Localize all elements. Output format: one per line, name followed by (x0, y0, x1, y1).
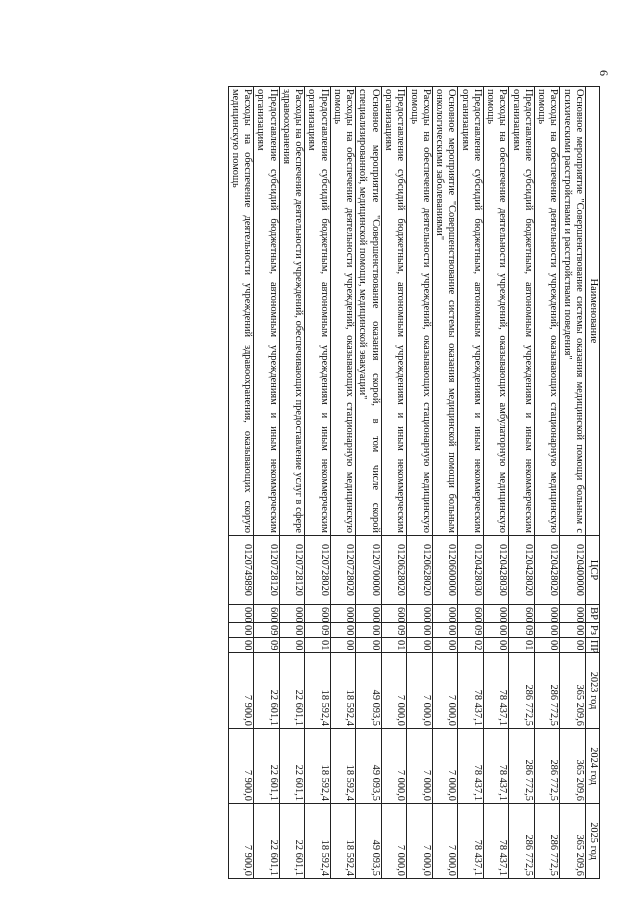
row-rz: 09 (458, 623, 484, 638)
row-csr: 0120628020 (381, 536, 407, 605)
row-value-2024: 7 000,0 (432, 729, 458, 804)
row-value-2023: 22 601,1 (279, 653, 305, 729)
header-vr: ВР (586, 605, 600, 623)
row-value-2023: 286 772,5 (534, 653, 560, 729)
table-row (483, 87, 509, 879)
row-value-2024: 78 437,1 (483, 729, 509, 804)
row-value-2024: 22 601,1 (254, 729, 280, 804)
table-row (534, 87, 560, 879)
row-value-2023: 49 093,5 (356, 653, 382, 729)
row-rz: 00 (407, 623, 433, 638)
row-name: Расходы на обеспечение деятельности учреждений, оказывающих стационарную медицинскую помощь (534, 87, 560, 536)
row-name: Основное мероприятие "Совершенствование системы оказания медицинской помощи больным онкологическими заболеваниями" (432, 87, 458, 536)
row-value-2023: 7 000,0 (407, 653, 433, 729)
row-name: Расходы на обеспечение деятельности учреждений, обеспечивающих предоставление услуг в сфере здравоохранения (279, 87, 305, 536)
row-name: Предоставление субсидий бюджетным, автономным учреждениям и иным некоммерческим организациям (305, 87, 331, 536)
header-pr: ПР (586, 638, 600, 653)
table-row (305, 87, 331, 879)
row-rz: 00 (228, 623, 254, 638)
row-name: Предоставление субсидий бюджетным, автономным учреждениям и иным некоммерческим организациям (381, 87, 407, 536)
table-row (356, 87, 382, 879)
row-pr: 09 (254, 638, 280, 653)
row-csr: 0120428030 (458, 536, 484, 605)
row-value-2023: 7 900,0 (228, 653, 254, 729)
row-pr: 01 (509, 638, 535, 653)
header-name: Наименование (586, 87, 600, 536)
budget-table (228, 86, 600, 879)
table-row (560, 87, 586, 879)
row-value-2024: 49 093,5 (356, 729, 382, 804)
row-value-2023: 286 772,5 (509, 653, 535, 729)
row-value-2025: 22 601,1 (254, 804, 280, 879)
row-pr: 00 (560, 638, 586, 653)
row-vr: 600 (509, 605, 535, 623)
row-value-2024: 286 772,5 (534, 729, 560, 804)
row-value-2025: 49 093,5 (356, 804, 382, 879)
row-csr: 0120728020 (305, 536, 331, 605)
row-vr: 000 (356, 605, 382, 623)
header-csr: ЦСР (586, 536, 600, 605)
row-vr: 000 (330, 605, 356, 623)
page-number: 6 (597, 70, 611, 76)
row-value-2025: 22 601,1 (279, 804, 305, 879)
row-value-2025: 7 000,0 (381, 804, 407, 879)
row-vr: 600 (458, 605, 484, 623)
table-row (432, 87, 458, 879)
row-csr: 0120700000 (356, 536, 382, 605)
row-csr: 0120428030 (483, 536, 509, 605)
row-csr: 0120728120 (279, 536, 305, 605)
row-value-2025: 78 437,1 (483, 804, 509, 879)
row-value-2025: 7 000,0 (407, 804, 433, 879)
row-rz: 00 (432, 623, 458, 638)
row-value-2023: 7 000,0 (432, 653, 458, 729)
row-rz: 09 (509, 623, 535, 638)
row-value-2025: 286 772,5 (534, 804, 560, 879)
row-rz: 00 (534, 623, 560, 638)
row-value-2024: 18 592,4 (330, 729, 356, 804)
row-value-2023: 18 592,4 (305, 653, 331, 729)
table-row (381, 87, 407, 879)
row-name: Предоставление субсидий бюджетным, автономным учреждениям и иным некоммерческим организациям (509, 87, 535, 536)
row-rz: 00 (356, 623, 382, 638)
table-row (458, 87, 484, 879)
table-header-row (586, 87, 600, 879)
row-value-2024: 7 900,0 (228, 729, 254, 804)
table-row (279, 87, 305, 879)
row-value-2023: 365 209,6 (560, 653, 586, 729)
row-value-2023: 18 592,4 (330, 653, 356, 729)
row-pr: 00 (279, 638, 305, 653)
row-vr: 000 (228, 605, 254, 623)
row-value-2023: 22 601,1 (254, 653, 280, 729)
row-rz: 00 (560, 623, 586, 638)
row-rz: 09 (254, 623, 280, 638)
row-pr: 00 (228, 638, 254, 653)
table-row (509, 87, 535, 879)
row-pr: 00 (432, 638, 458, 653)
row-name: Основное мероприятие "Совершенствование системы оказания медицинской помощи больным с психическими расстройствами и расстройствами поведения" (560, 87, 586, 536)
row-vr: 600 (305, 605, 331, 623)
row-csr: 0120728020 (330, 536, 356, 605)
row-name: Предоставление субсидий бюджетным, автономным учреждениям и иным некоммерческим организациям (458, 87, 484, 536)
row-pr: 00 (534, 638, 560, 653)
row-value-2025: 286 772,5 (509, 804, 535, 879)
row-vr: 000 (483, 605, 509, 623)
table-body (228, 87, 585, 879)
row-vr: 000 (407, 605, 433, 623)
row-pr: 00 (483, 638, 509, 653)
row-vr: 600 (254, 605, 280, 623)
row-vr: 000 (432, 605, 458, 623)
row-value-2024: 22 601,1 (279, 729, 305, 804)
row-name: Предоставление субсидий бюджетным, автономным учреждениям и иным некоммерческим организациям (254, 87, 280, 536)
row-name: Основное мероприятие "Совершенствование оказания скорой, в том числе скорой специализированной, медицинской помощи, медицинской эвакуации" (356, 87, 382, 536)
row-value-2025: 365 209,6 (560, 804, 586, 879)
table-row (407, 87, 433, 879)
row-vr: 000 (279, 605, 305, 623)
row-value-2025: 78 437,1 (458, 804, 484, 879)
row-name: Расходы на обеспечение деятельности учреждений, оказывающих стационарную медицинскую помощь (330, 87, 356, 536)
row-pr: 01 (305, 638, 331, 653)
row-rz: 00 (330, 623, 356, 638)
table-row (330, 87, 356, 879)
row-name: Расходы на обеспечение деятельности учреждений здравоохранения, оказывающих скорую медицинскую помощь (228, 87, 254, 536)
rotated-page-content (104, 86, 600, 878)
row-value-2024: 7 000,0 (407, 729, 433, 804)
row-value-2024: 78 437,1 (458, 729, 484, 804)
row-value-2025: 18 592,4 (330, 804, 356, 879)
row-csr: 0120628020 (407, 536, 433, 605)
header-2024: 2024 год (586, 729, 600, 804)
row-pr: 01 (381, 638, 407, 653)
row-pr: 00 (407, 638, 433, 653)
row-value-2023: 7 000,0 (381, 653, 407, 729)
row-rz: 00 (279, 623, 305, 638)
row-csr: 0120428020 (509, 536, 535, 605)
row-vr: 000 (534, 605, 560, 623)
row-value-2024: 286 772,5 (509, 729, 535, 804)
row-value-2023: 78 437,1 (483, 653, 509, 729)
row-csr: 0120400000 (560, 536, 586, 605)
row-pr: 02 (458, 638, 484, 653)
row-name: Расходы на обеспечение деятельности учреждений, оказывающих стационарную медицинскую помощь (407, 87, 433, 536)
row-rz: 09 (305, 623, 331, 638)
row-value-2025: 7 900,0 (228, 804, 254, 879)
row-csr: 0120600000 (432, 536, 458, 605)
row-value-2024: 365 209,6 (560, 729, 586, 804)
row-name: Расходы на обеспечение деятельности учреждений, оказывающих амбулаторную медицинскую помощь (483, 87, 509, 536)
row-vr: 600 (381, 605, 407, 623)
row-pr: 00 (356, 638, 382, 653)
row-csr: 0120728120 (254, 536, 280, 605)
header-2025: 2025 год (586, 804, 600, 879)
row-rz: 09 (381, 623, 407, 638)
header-2023: 2023 год (586, 653, 600, 729)
row-value-2025: 18 592,4 (305, 804, 331, 879)
row-pr: 00 (330, 638, 356, 653)
row-vr: 000 (560, 605, 586, 623)
row-value-2024: 7 000,0 (381, 729, 407, 804)
row-rz: 00 (483, 623, 509, 638)
row-csr: 0120749890 (228, 536, 254, 605)
table-row (254, 87, 280, 879)
row-value-2024: 18 592,4 (305, 729, 331, 804)
header-rz: Рз (586, 623, 600, 638)
row-csr: 0120428020 (534, 536, 560, 605)
table-row (228, 87, 254, 879)
row-value-2025: 7 000,0 (432, 804, 458, 879)
row-value-2023: 78 437,1 (458, 653, 484, 729)
